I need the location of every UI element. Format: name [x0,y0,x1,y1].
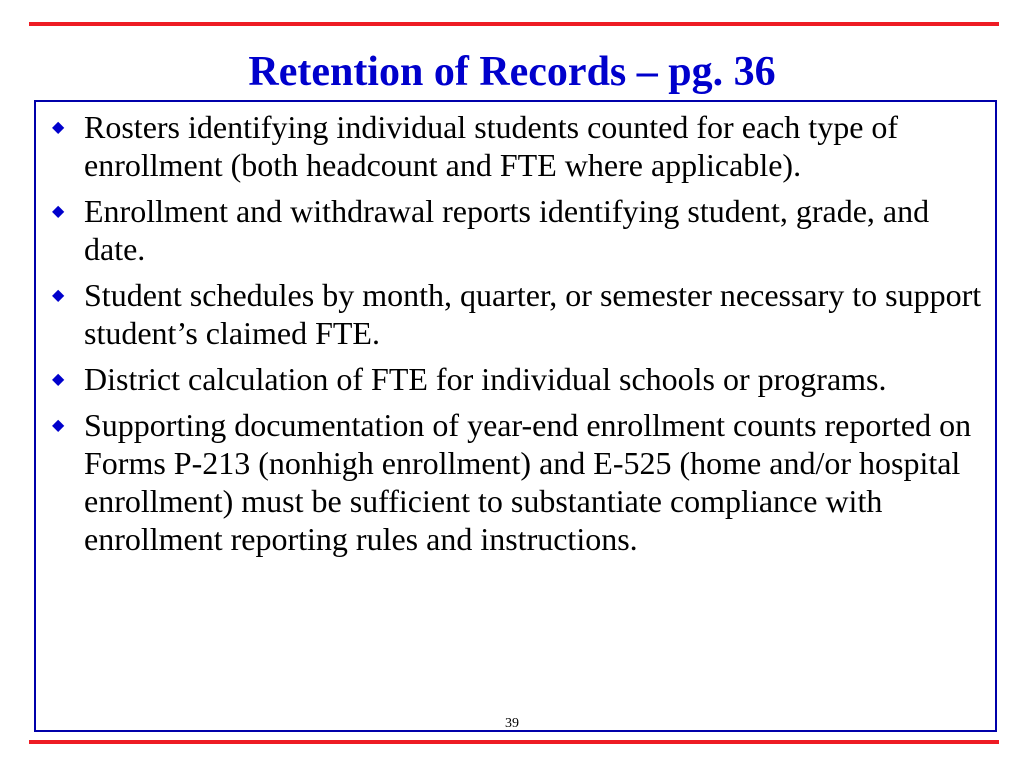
diamond-bullet-icon: ◆ [52,201,65,220]
bullet-text: Enrollment and withdrawal reports identifying student, grade, and date. [84,193,930,267]
list-item [52,108,992,184]
bottom-red-rule [29,740,999,744]
diamond-bullet-icon: ◆ [52,415,65,434]
list-item [52,406,992,558]
bullet-text: District calculation of FTE for individual schools or programs. [84,361,887,397]
bullet-text: Rosters identifying individual students counted for each type of enrollment (both headcount and FTE where applicable). [84,109,899,183]
bullet-list [52,108,992,566]
list-item [52,192,992,268]
list-item [52,276,992,352]
slide-title: Retention of Records – pg. 36 [248,49,776,95]
diamond-bullet-icon: ◆ [52,117,65,136]
bullet-text: Supporting documentation of year-end enrollment counts reported on Forms P-213 (nonhigh enrollment) and E-525 (home and/or hospital enrollment) must be sufficient to substantiate compliance with enrollment reporting rules and instructions. [84,407,972,557]
bullet-text: Student schedules by month, quarter, or semester necessary to support student’s claimed FTE. [84,277,982,351]
diamond-bullet-icon: ◆ [52,285,65,304]
list-item [52,360,992,398]
top-red-rule [29,22,999,26]
diamond-bullet-icon: ◆ [52,369,65,388]
content-box [34,100,997,732]
page-number: 39 [505,716,519,731]
